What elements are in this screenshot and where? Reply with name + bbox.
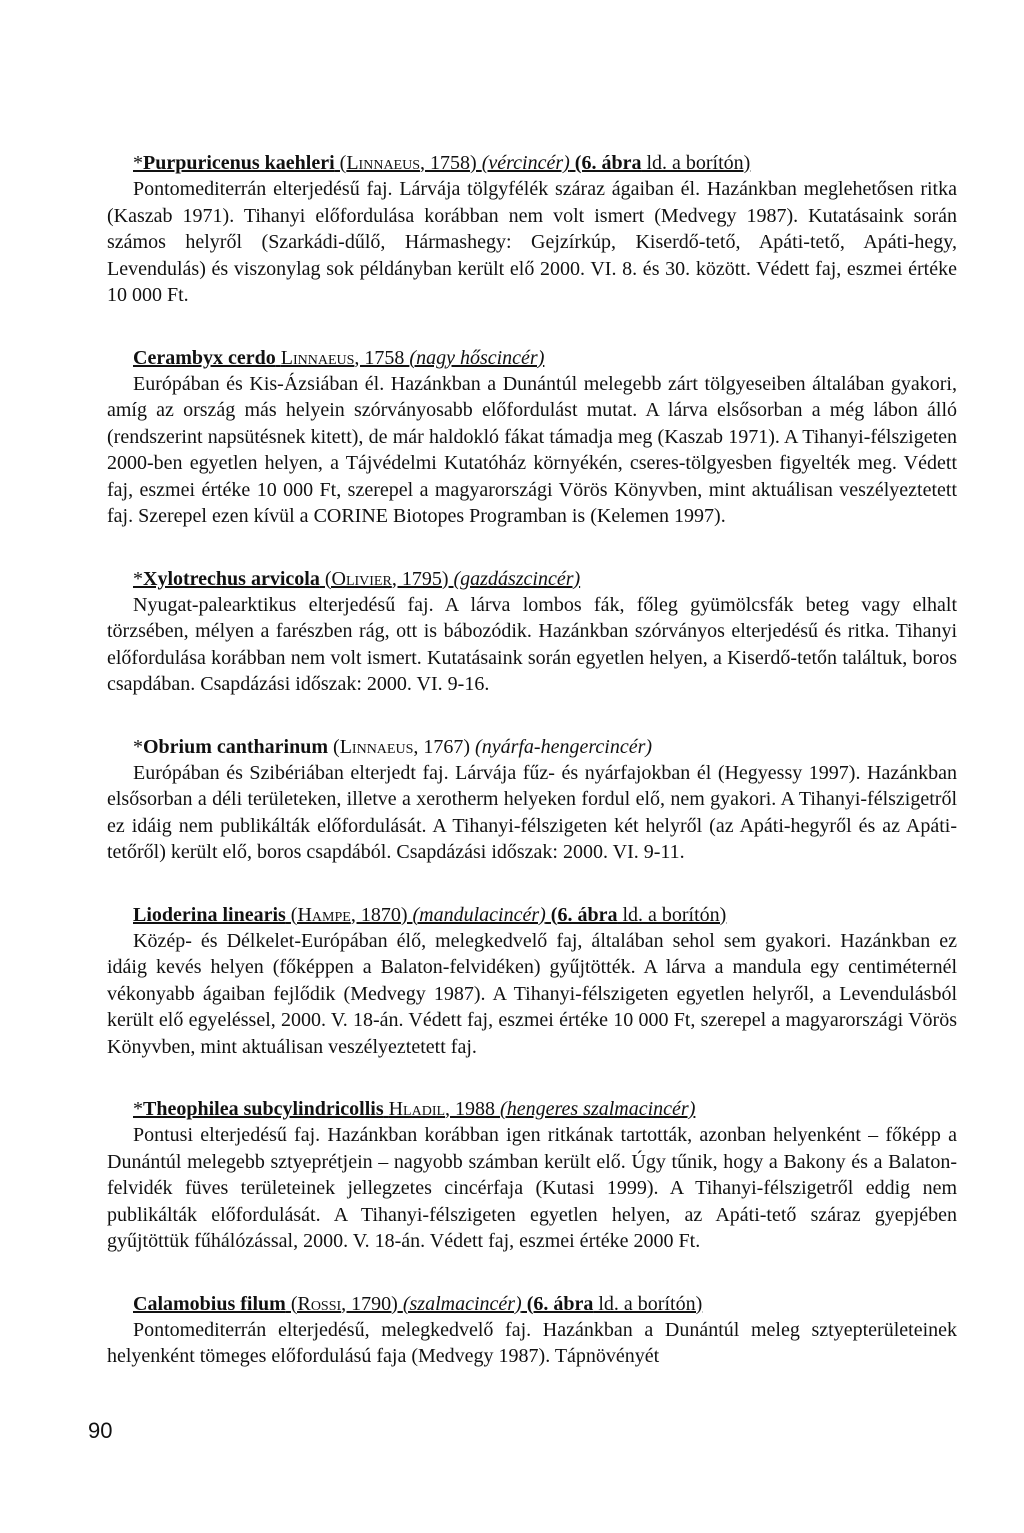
figure-ref-rest: ld. a borítón) (593, 1292, 703, 1315)
species-description: Nyugat-palearktikus elterjedésű faj. A lárva lombos fák, főleg gyümölcsfák beteg vagy elhalt törzsében, mélyen a farészben rág, ott is bábozódik. Hazánkban szórványos elterjedésű és ritka. Tihanyi előfordulása korábban nem volt ismert. Kutatásaink során egyetlen helyen, a Kiserdő-tetőn találtuk, boros csapdában. Csapdázási időszak: 2000. VI. 9-16. (107, 593, 957, 695)
star-mark: * (133, 567, 143, 590)
figure-ref: (6. ábra (569, 152, 642, 174)
common-name: (hengeres szalmacincér) (500, 1098, 696, 1120)
author-year: , 1767) (413, 735, 476, 758)
scientific-name: Lioderina linearis (133, 903, 286, 926)
page-number: 90 (88, 1418, 113, 1443)
species-entry (107, 566, 957, 698)
author-name: Rossi (297, 1292, 342, 1315)
species-description: Európában és Kis-Ázsiában él. Hazánkban a Dunántúl melegebb zárt tölgyeseiben általában gyakori, amíg az ország más helyein szórványosabb előfordulást mutat. A lárva elsősorban a még lábon álló (rendszerint napsütésnek kitett), de már haldokló fákat támadja meg (Kaszab 1971). A Tihanyi-félszigeten 2000-ben egyetlen helyen, a Tájvédelmi Kutatóház környékén, cseres-tölgyesben figyelték meg. Védett faj, eszmei értéke 10 000 Ft, szerepel a magyarországi Vörös Könyvben, mint aktuálisan veszélyeztetett faj. Szerepel ezen kívül a CORINE Biotopes Programban is (Kelemen 1997). (107, 372, 957, 527)
figure-ref: (6. ábra (545, 903, 618, 926)
species-heading: Lioderina linearis (Hampe, 1870) (mandulacincér) (6. ábra ld. a borítón) (133, 903, 727, 926)
figure-ref-rest: ld. a borítón) (617, 903, 727, 926)
author-name: Linnaeus (346, 152, 421, 174)
scientific-name: Calamobius filum (133, 1292, 286, 1315)
species-description: Közép- és Délkelet-Európában élő, melegkedvelő faj, általában sehol sem gyakori. Hazánkban ez idáig kevés helyen (főképpen a Balaton-felvidéken) gyűjtötték. A lárva a mandula egy centiméternél vékonyabb ágaiban fejlődik (Medvegy 1987). A Tihanyi-félszigeten egyetlen helyről, a Levendulásból került elő egyeléssel, 2000. V. 18-án. Védett faj, eszmei értéke 10 000 Ft, szerepel a magyarországi Vörös Könyvben, mint aktuálisan veszélyeztetett faj. (107, 929, 957, 1058)
species-description: Pontomediterrán elterjedésű faj. Lárvája tölgyfélék száraz ágaiban él. Hazánkban meglehetősen ritka (Kaszab 1971). Tihanyi előfordulása korábban nem volt ismert (Medvegy 1987). Kutatásaink során számos helyről (Szarkádi-dűlő, Hármashegy: Gejzírkúp, Kiserdő-tető, Apáti-tető, Apáti-hegy, Levendulás) és viszonylag sok példányban került elő 2000. VI. 8. és 30. között. Védett faj, eszmei értéke 10 000 Ft. (107, 178, 957, 306)
common-name: (vércincér) (481, 152, 570, 174)
star-mark: * (133, 1098, 143, 1120)
figure-ref-rest: ld. a borítón) (641, 152, 751, 174)
author-name: Hampe (297, 903, 351, 926)
author-name: Hladil (388, 1098, 446, 1120)
species-entry (107, 734, 957, 866)
species-heading: *Xylotrechus arvicola (Olivier, 1795) (gazdászcincér) (133, 567, 581, 590)
author-name: Olivier (331, 567, 392, 590)
scientific-name: Cerambyx cerdo (133, 346, 276, 369)
star-mark: * (133, 152, 143, 174)
common-name: (nyárfa-hengercincér) (475, 735, 653, 758)
species-entry (107, 902, 957, 1061)
scientific-name: Theophilea subcylindricollis (143, 1098, 384, 1120)
species-description: Pontomediterrán elterjedésű, melegkedvelő faj. Hazánkban a Dunántúl meleg sztyepterületeinek helyenként tömeges előfordulású faja (Medvegy 1987). Tápnövényét (107, 1318, 957, 1367)
species-entry (107, 345, 957, 530)
species-heading: Calamobius filum (Rossi, 1790) (szalmacincér) (6. ábra ld. a borítón) (133, 1292, 703, 1315)
scientific-name: Purpuricenus kaehleri (143, 152, 335, 174)
species-heading: *Obrium cantharinum (Linnaeus, 1767) (nyárfa-hengercincér) (133, 735, 653, 758)
author-year: , 1988 (445, 1098, 501, 1120)
article-body (107, 150, 957, 1406)
common-name: (nagy hőscincér) (409, 346, 545, 369)
author-year: , 1758) (420, 152, 482, 174)
species-heading (133, 1096, 957, 1122)
common-name: (gazdászcincér) (453, 567, 581, 590)
scientific-name: Obrium cantharinum (143, 735, 329, 758)
species-entry (107, 150, 957, 309)
author-year: , 1795) (391, 567, 454, 590)
scientific-name: Xylotrechus arvicola (143, 567, 320, 590)
author-year: , 1758 (354, 346, 410, 369)
species-entry (107, 1096, 957, 1255)
author-name: Linnaeus (280, 346, 355, 369)
author-year: , 1790) (341, 1292, 403, 1315)
species-description: Pontusi elterjedésű faj. Hazánkban korábban igen ritkának tartották, azonban helyenként – főképp a Dunántúl melegebb sztyeprétjein – nagyobb számban került elő. Úgy tűnik, hogy a Bakony és a Balaton-felvidék füves területeinek jellegzetes cincérfaja (Kutasi 1999). A Tihanyi-félszigetről eddig nem publikálták előfordulását. A Tihanyi-félszigeten egyetlen helyen, az Apáti-tető száraz gyepjében gyűjtöttük fűhálózással, 2000. V. 18-án. Védett faj, eszmei értéke 2000 Ft. (107, 1124, 957, 1252)
common-name: (mandulacincér) (412, 903, 546, 926)
author-name: Linnaeus (339, 735, 414, 758)
author-year: , 1870) (350, 903, 413, 926)
common-name: (szalmacincér) (402, 1292, 522, 1315)
species-entry (107, 1291, 957, 1370)
species-heading (133, 345, 957, 371)
species-heading: *Purpuricenus kaehleri (Linnaeus, 1758) (vércincér) (6. ábra ld. a borítón) (133, 152, 751, 174)
species-description: Európában és Szibériában elterjedt faj. Lárvája fűz- és nyárfajokban él (Hegyessy 1997). Hazánkban elsősorban a déli területeken, illetve a xerotherm helyeken fordul elő, nem gyakori. A Tihanyi-félszigetről ez idáig nem publikálták előfordulását. A Tihanyi-félszigeten két helyről (az Apáti-hegyről és az Apáti-tetőről) került elő, boros csapdából. Csapdázási időszak: 2000. VI. 9-11. (107, 761, 957, 863)
figure-ref: (6. ábra (521, 1292, 594, 1315)
star-mark: * (133, 735, 143, 758)
